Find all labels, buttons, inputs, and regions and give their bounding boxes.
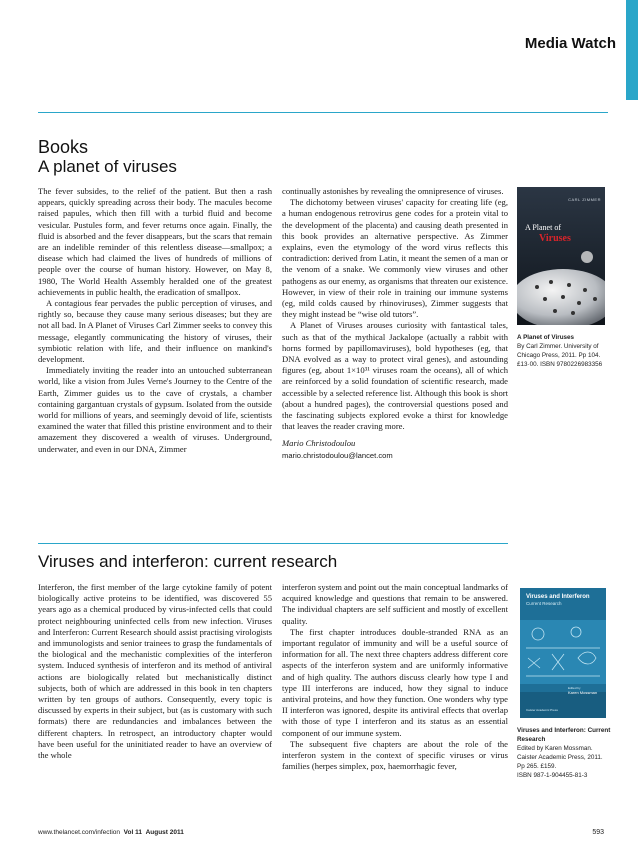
paragraph: The first chapter introduces double-stranded RNA as an important regulator of immunity and will be a useful source of information for all. The next three chapters address different core aspects of the interferon system and are uniformly informative and of high quality. The authors discuss clearly how type I and type III interferons are induced, how they signal to induce antiviral proteins, and how they function. One wonders why type II interferon was ignored, despite its antiviral effects that overlap with those of type I interferon and its status as an essential component of our immune system. (282, 626, 508, 738)
section-divider (38, 543, 508, 544)
article-column-1 (38, 186, 272, 455)
author-email[interactable]: mario.christodoulou@lancet.com (282, 450, 393, 460)
page-number: 593 (592, 829, 604, 836)
header-rule (38, 112, 608, 113)
cover-editor: Karen Mossman (568, 690, 598, 695)
caption-line: Chicago Press, 2011. Pp 104. (517, 352, 601, 359)
paragraph: Immediately inviting the reader into an untouched subterranean world, like a vision from Jules Verne's Journey to the Centre of the Earth, Zimmer guides us to the cave of crystals, a chamber containing gargantuan crystals of gypsum. Isolated from the outside world for millions of years, and seemingly devoid of life, scientists examined the water that filled this pristine environment and to their amazement they discovered a wealth of viruses. Underground, underwater, and even in our DNA, Zimmer (38, 365, 272, 454)
paragraph: A contagious fear pervades the public perception of viruses, and rightly so, because they cause many serious diseases; but they are not all bad. In A Planet of Viruses Carl Zimmer seeks to convey this message, elegantly communicating the history of viruses, their symbiotic relation with life, and their influence on mankind's development. (38, 298, 272, 365)
book-caption (517, 726, 613, 780)
paragraph: The subsequent five chapters are about the role of the interferon system in the context of specific viruses or virus families (herpes simplex, pox, haemorrhagic fever, (282, 738, 508, 772)
journal-url[interactable]: www.thelancet.com/infection (38, 829, 121, 836)
caption-line: £13·00. ISBN 9780226983356 (517, 361, 603, 368)
author-name: Mario Christodoulou (282, 438, 356, 449)
caption-title: Viruses and Interferon: Current Research (517, 727, 611, 743)
paragraph: The fever subsides, to the relief of the patient. But then a rash appears, quickly spreading across their body. The macules become raised papules, which then fill with a turbid fluid and become vesicular. Pustules form, and fever returns once again. Finally, the fluid is absorbed and the fever disappears, but the scars that remain are an indelible reminder of this relentless disease—smallpox; a disease which had claimed the lives of hundreds of millions of people over the course of human history. However, on May 8, 1980, The World Health Assembly heralded one of the greatest achievements in public health, the eradication of smallpox. (38, 186, 272, 297)
cover-title-line1: Viruses and Interferon (526, 594, 590, 600)
caption-line: Edited by Karen Mossman. (517, 745, 593, 752)
section-label: Books (38, 137, 89, 157)
paragraph: The dichotomy between viruses' capacity for creating life (eg, a human endogenous retrovirus gene codes for a protein vital to the development of the placenta) and causing death presented in this book provides an alternative perspective. As Zimmer explains, even the etymology of the word virus reflects this contradiction: derived from Latin, it meant the semen of a man or the venom of a snake. We commonly view viruses and other pathogens as our enemy, as organisms that threaten our existence. However, in view of their role in training our immune systems (eg, mild colds caused by rhinoviruses), Zimmer suggests that they might instead be “wise old tutors”. (282, 197, 508, 320)
article-column-2 (282, 186, 508, 461)
book-cover-image (520, 588, 606, 718)
cover-title-line2: Viruses (539, 233, 571, 244)
cover-title-line1: A Planet of (525, 223, 561, 232)
caption-line: Caister Academic Press, 2011. (517, 754, 603, 761)
paragraph: Interferon, the first member of the large cytokine family of potent biologically active proteins to be identified, was discovered 55 years ago as a chemical produced by virus-infected cells that could protect neighbouring uninfected cells from new infection. Viruses and Interferon: Current Research should assist practising virologists and immunologists and senior trainees to grasp the fundamentals of the biological and the mechanistic complexities of the interferon system. Induced synthesis of interferon and its method of antiviral actions are biologically related but mechanistically distinct subjects, both of which are addressed in this book in ten chapters written by ten groups of authors. Consequently, every topic is discussed by experts in their subject, but (as is customary with such formats) there are redundancies and imbalances between the different chapters. In retrospect, an introductory chapter would have been useful for the uninitiated reader to have an overview of the whole (38, 582, 272, 761)
article-title: Viruses and interferon: current research (38, 552, 338, 571)
cover-author: CARL ZIMMER (568, 197, 601, 202)
issue-date: August 2011 (145, 829, 184, 836)
paragraph: A Planet of Viruses arouses curiosity with fantastical tales, such as that of the mythical Jackalope (actually a rabbit with horns formed by papillomaviruses), bold hypotheses (eg, that DNA evolved as a way to protect viral genes), and astounding figures (eg, about 1×10³¹ viruses roam the oceans), all of which are reinforced by a solid foundation of scientific research, made accessible by a selected reference list. Although this book is short (about a hundred pages), the controversial questions posed and the fascinating subjects explored evoke a thirst for knowledge that leaves the reader craving more. (282, 320, 508, 432)
article-column-2 (282, 582, 508, 772)
article-column-1 (38, 582, 272, 761)
cover-title-line2: Current Research (526, 601, 562, 606)
paragraph: continually astonishes by revealing the omnipresence of viruses. (282, 186, 504, 196)
cover-publisher: Caister Academic Press (526, 708, 558, 712)
page-footer (38, 829, 184, 836)
volume: Vol 11 (123, 829, 142, 836)
section-header: Media Watch (524, 35, 616, 52)
accent-bar (626, 0, 638, 100)
book-cover-image (517, 187, 605, 325)
cover-illustration (517, 187, 605, 325)
article-title: A planet of viruses (38, 157, 177, 176)
caption-line: ISBN 987-1-904455-81-3 (517, 772, 588, 779)
cover-illustration (520, 588, 606, 718)
caption-title: A Planet of Viruses (517, 334, 575, 341)
cover-editor-label: Edited by (568, 686, 581, 690)
paragraph: interferon system and point out the main conceptual landmarks of acquired knowledge and questions that remain to be answered. The individual chapters are self sufficient and mostly of excellent quality. (282, 582, 509, 626)
caption-line: By Carl Zimmer. University of (517, 343, 599, 350)
book-caption (517, 333, 613, 369)
caption-line: Pp 265. £159. (517, 763, 557, 770)
